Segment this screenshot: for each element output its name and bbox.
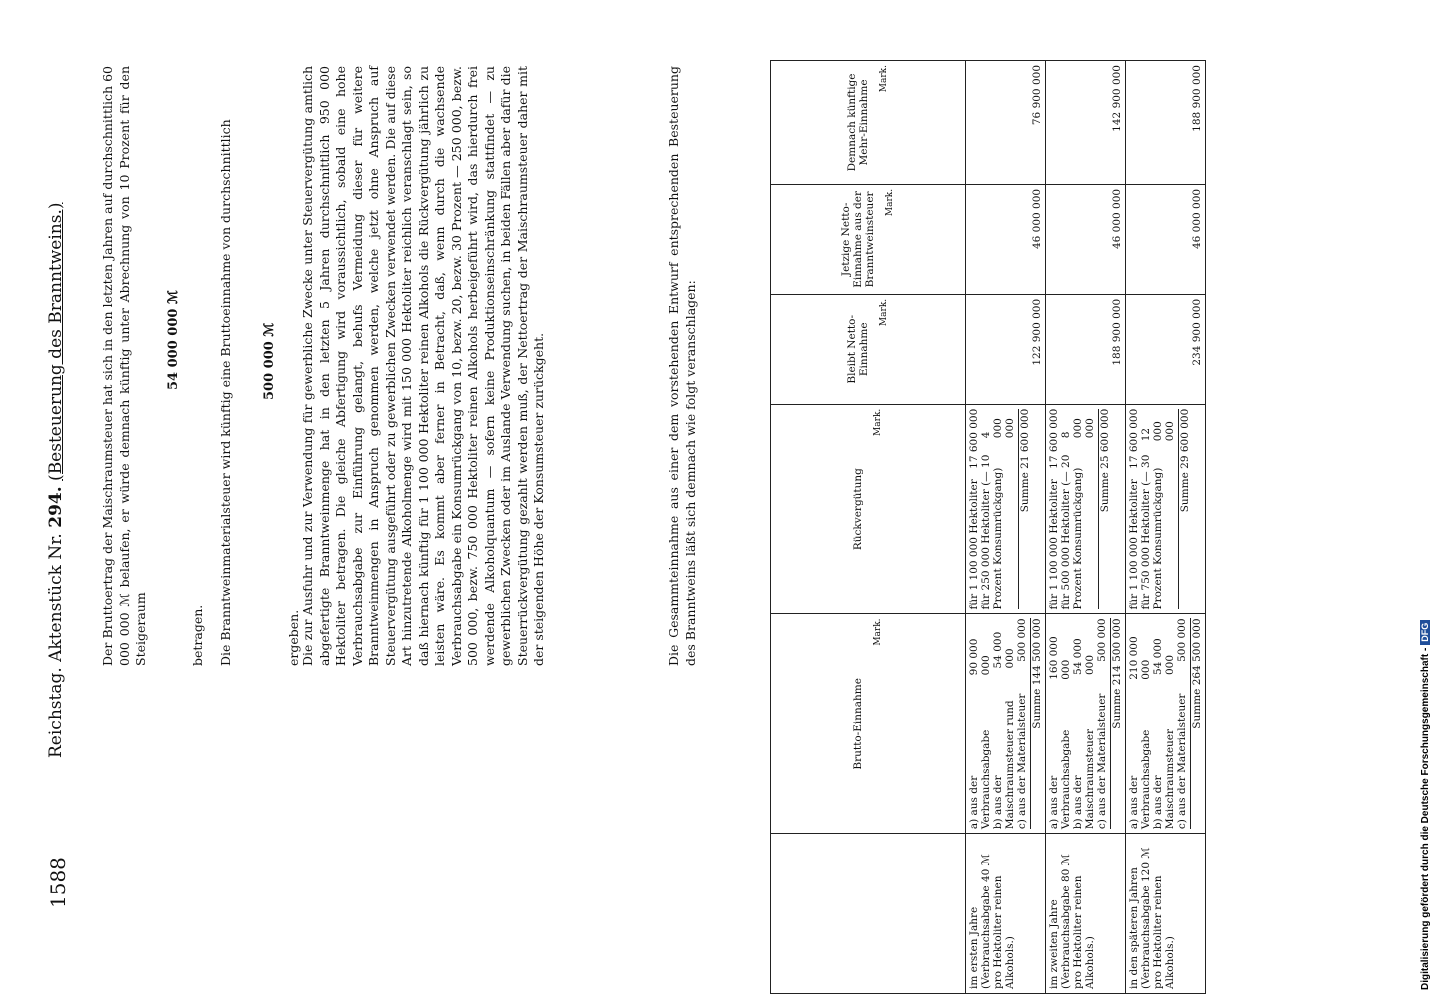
header-rueck: Rückvergütung Mark. bbox=[771, 404, 966, 614]
paragraph-2: betragen. bbox=[190, 604, 205, 666]
rueck-item: für 500 000 Hektoliter (— 20 Prozent Konsumrückgang) 8 000 000 bbox=[1060, 418, 1096, 610]
header-kuenftig: Demnach künftige Mehr-Einnahme Mark. bbox=[771, 61, 966, 185]
dfg-logo: DFG bbox=[1420, 620, 1430, 645]
brutto-sum: Summe 144 500 000 bbox=[1030, 618, 1043, 829]
brutto-item: b) aus der Maischraumsteuer 54 000 000 bbox=[1152, 638, 1176, 830]
header-netto: Bleibt Netto-Einnahme Mark. bbox=[771, 294, 966, 404]
jetzige-cell: 46 000 000 bbox=[1046, 184, 1126, 294]
brutto-item: c) aus der Materialsteuer 500 000 bbox=[1176, 618, 1188, 830]
brutto-sum: Summe 264 500 000 bbox=[1190, 618, 1203, 829]
header-brutto: Brutto-Einnahme Mark. bbox=[771, 614, 966, 834]
brutto-item: c) aus der Materialsteuer 500 000 bbox=[1016, 618, 1028, 830]
netto-cell: 188 900 000 bbox=[1046, 294, 1126, 404]
brutto-item: a) aus der Verbrauchsabgabe 90 000 000 bbox=[968, 638, 992, 830]
brutto-cell bbox=[1046, 614, 1126, 834]
dfg-credit bbox=[1420, 620, 1431, 990]
table-header-row bbox=[771, 61, 966, 994]
table-row bbox=[1126, 61, 1206, 994]
page-header bbox=[46, 58, 66, 758]
kuenftig-cell: 188 900 000 bbox=[1126, 61, 1206, 185]
brutto-sum: Summe 214 500 000 bbox=[1110, 618, 1123, 829]
rueck-cell bbox=[1046, 404, 1126, 614]
dfg-credit-text: Digitalisierung gefördert durch die Deutsche Forschungsgemeinschaft - bbox=[1420, 647, 1431, 990]
brutto-item: c) aus der Materialsteuer 500 000 bbox=[1096, 618, 1108, 830]
brutto-cell bbox=[966, 614, 1046, 834]
brutto-item: b) aus der Maischraumsteuer 54 000 000 bbox=[1072, 638, 1096, 830]
kuenftig-cell: 76 900 000 bbox=[966, 61, 1046, 185]
period-cell: im ersten Jahre (Verbrauchsabgabe 40 ℳ pro Hektoliter reinen Alkohols.) bbox=[966, 834, 1046, 994]
header-jetzige: Jetzige Netto-Einnahme aus der Branntweinsteuer Mark. bbox=[771, 184, 966, 294]
page-number: 1588 bbox=[46, 857, 70, 908]
paragraph-6: Die Gesammteinnahme aus einer dem vorstehenden Entwurf entsprechenden Besteuerung des Branntweins läßt sich demnach wie folgt veranschlagen: bbox=[666, 66, 698, 666]
period-cell: im zweiten Jahre (Verbrauchsabgabe 80 ℳ pro Hektoliter reinen Alkohols.) bbox=[1046, 834, 1126, 994]
header-period bbox=[771, 834, 966, 994]
value-material: 500 000 ℳ bbox=[262, 322, 277, 400]
period-cell: in den späteren Jahren (Verbrauchsabgabe 120 ℳ pro Hektoliter reinen Alkohols.) bbox=[1126, 834, 1206, 994]
table-row bbox=[966, 61, 1046, 994]
rueck-sum: Summe 21 600 000 bbox=[1018, 409, 1031, 610]
brutto-cell bbox=[1126, 614, 1206, 834]
paragraph-3: Die Branntweinmaterialsteuer wird künftig eine Bruttoeinnahme von durchschnittlich bbox=[218, 119, 233, 666]
rueck-cell bbox=[1126, 404, 1206, 614]
value-maischraum: 54 000 000 ℳ bbox=[166, 290, 181, 390]
rueck-item: für 250 000 Hektoliter (— 10 Prozent Konsumrückgang) 4 000 000 bbox=[980, 418, 1016, 610]
paragraph-1: Der Bruttoertrag der Maischraumsteuer hat sich in den letzten Jahren auf durchschnittlich 60 000 000 ℳ belaufen, er würde demnach künftig unter Abrechnung von 10 Prozent für den Steigeraum bbox=[100, 66, 148, 666]
jetzige-cell: 46 000 000 bbox=[1126, 184, 1206, 294]
paragraph-5: Die zur Ausfuhr und zur Verwendung für gewerbliche Zwecke unter Steuervergütung amtlich abgefertigte Branntweinmenge hat in den letzten 5 Jahren durchschnittlich 950 000 Hektoliter betragen. Die gleiche Abfertigung wird voraussichtlich, sobald eine hohe Verbrauchsabgabe zur Einführung gelangt, behufs Vermeidung dieser für weitere Branntweinmengen in Anspruch genommen werden, welche jetzt ohne Anspruch auf Steuervergütung ausgeführt oder zu gewerblichen Zwecken verwendet werden. Die auf diese Art hinzutretende Alkoholmenge wird mit 150 000 Hektoliter reichlich veranschlagt sein, so daß hiernach künftig für 1 100 000 Hektoliter reinen Alkohols die Rückvergütung jährlich zu leisten wäre. Es kommt aber ferner in Betracht, daß, wenn durch die wachsende Verbrauchsabgabe ein Konsumrückgang von 10, bezw. 20, bezw. 30 Prozent — 250 000, bezw. 500 000, bezw. 750 000 Hektoliter reinen Alkohols herbeigeführt wird, das hierdurch frei werdende Alkoholquantum — sofern keine Produktionseinschränkung stattfindet — zu gewerblichen Zwecken oder im Auslande Verwendung suchen, in beiden Fällen aber dafür die Steuerrückvergütung gezahlt werden muß, der Nettoertrag der Maischraumsteuer daher mit der steigenden Höhe der Konsumsteuer zurückgeht. bbox=[300, 66, 546, 666]
rueck-sum: Summe 25 600 000 bbox=[1098, 409, 1111, 610]
brutto-item: a) aus der Verbrauchsabgabe 160 000 000 bbox=[1048, 636, 1072, 830]
jetzige-cell: 46 000 000 bbox=[966, 184, 1046, 294]
header-number: 294. bbox=[46, 486, 66, 528]
brutto-item: a) aus der Verbrauchsabgabe 210 000 000 bbox=[1128, 636, 1152, 830]
table-row bbox=[1046, 61, 1126, 994]
rueck-item: für 1 100 000 Hektoliter 17 600 000 bbox=[968, 408, 980, 610]
kuenftig-cell: 142 900 000 bbox=[1046, 61, 1126, 185]
rueck-sum: Summe 29 600 000 bbox=[1178, 409, 1191, 610]
paragraph-4: ergeben. bbox=[286, 609, 301, 666]
brutto-item: b) aus der Maischraumsteuer rund 54 000 000 bbox=[992, 631, 1016, 830]
rueck-item: für 1 100 000 Hektoliter 17 600 000 bbox=[1048, 408, 1060, 610]
header-subject: (Besteuerung des Branntweins.) bbox=[46, 202, 66, 481]
rueck-item: für 750 000 Hektoliter (— 30 Prozent Konsumrückgang) 12 000 000 bbox=[1140, 421, 1176, 610]
header-left: Reichstag. Aktenstück Nr. bbox=[46, 533, 66, 758]
rueck-item: für 1 100 000 Hektoliter 17 600 000 bbox=[1128, 408, 1140, 610]
netto-cell: 122 900 000 bbox=[966, 294, 1046, 404]
rueck-cell bbox=[966, 404, 1046, 614]
netto-cell: 234 900 000 bbox=[1126, 294, 1206, 404]
revenue-table bbox=[770, 60, 1206, 994]
